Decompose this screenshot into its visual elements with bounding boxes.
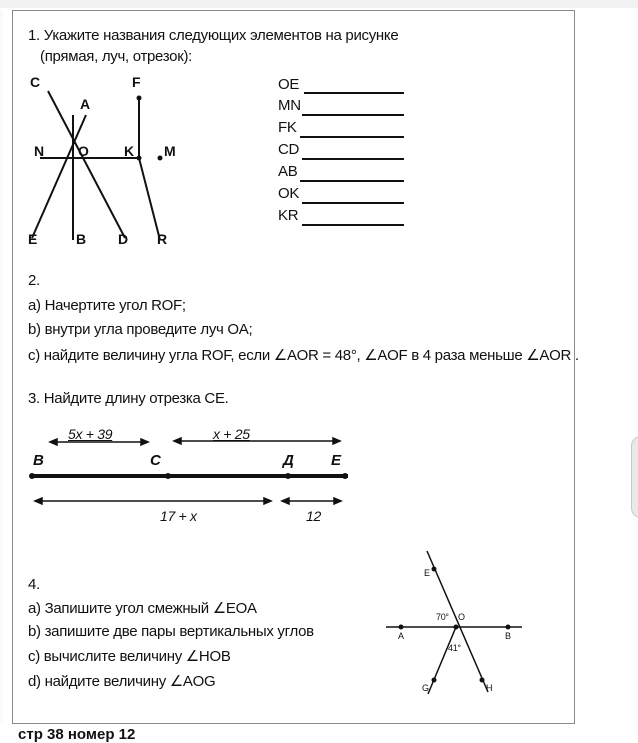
- label-e4: E: [424, 568, 430, 578]
- item-fk: FK: [278, 119, 297, 136]
- label-c: C: [30, 74, 40, 90]
- item-cd: CD: [278, 141, 300, 158]
- label-m: M: [164, 143, 176, 159]
- task4-b: b) запишите две пары вертикальных углов: [28, 623, 314, 640]
- label-d3: Д: [283, 452, 294, 469]
- line-og: [428, 627, 456, 694]
- item-ab: AB: [278, 163, 298, 180]
- label-a4: A: [398, 631, 404, 641]
- label-f: F: [132, 74, 141, 90]
- task4-a: а) Запишите угол смежный ∠EOA: [28, 600, 257, 617]
- label-d: D: [118, 231, 128, 247]
- label-h4: H: [486, 683, 493, 693]
- item-ok: OK: [278, 185, 300, 202]
- label-o4: O: [458, 612, 465, 622]
- task1-heading: 1. Укажите названия следующих элементов на рисунке: [28, 27, 399, 44]
- angle-41: 41°: [448, 643, 461, 653]
- page-caption: стр 38 номер 12: [18, 726, 136, 743]
- point-b4: [506, 625, 511, 630]
- task4-c: c) вычислите величину ∠HOB: [28, 648, 231, 665]
- label-c3: C: [150, 452, 161, 469]
- task2-b: b) внутри угла проведите луч OA;: [28, 321, 253, 338]
- task2-a: а) Начертите угол ROF;: [28, 297, 186, 314]
- label-12: 12: [306, 508, 321, 524]
- label-r: R: [157, 231, 167, 247]
- label-e3: E: [331, 452, 341, 469]
- label-k: K: [124, 143, 134, 159]
- label-o: O: [78, 143, 89, 159]
- label-b: B: [76, 231, 86, 247]
- task4-number: 4.: [28, 576, 40, 593]
- task4-d: d) найдите величину ∠AOG: [28, 673, 216, 690]
- task3-title: 3. Найдите длину отрезка CE.: [28, 390, 229, 407]
- point-h4: [480, 678, 485, 683]
- label-e: E: [28, 231, 38, 247]
- label-17-x: 17 + x: [160, 508, 197, 524]
- point-o4: [454, 625, 459, 630]
- task1-subheading: (прямая, луч, отрезок):: [40, 48, 193, 65]
- point-e4: [432, 567, 437, 572]
- label-b4: B: [505, 631, 511, 641]
- label-a: A: [80, 96, 90, 112]
- point-g4: [432, 678, 437, 683]
- item-mn: MN: [278, 97, 301, 114]
- item-kr: KR: [278, 207, 299, 224]
- task2-number: 2.: [28, 272, 40, 289]
- point-a4: [399, 625, 404, 630]
- item-oe: OE: [278, 76, 300, 93]
- label-5x-39: 5x + 39: [68, 426, 113, 442]
- label-x-25: x + 25: [213, 426, 250, 442]
- label-b3: B: [33, 452, 44, 469]
- label-n: N: [34, 143, 44, 159]
- angle-70: 70°: [436, 612, 449, 622]
- task2-c: c) найдите величину угла ROF, если ∠AOR = 48°, ∠AOF в 4 раза меньше ∠AOR .: [28, 347, 579, 364]
- label-g4: G: [422, 683, 429, 693]
